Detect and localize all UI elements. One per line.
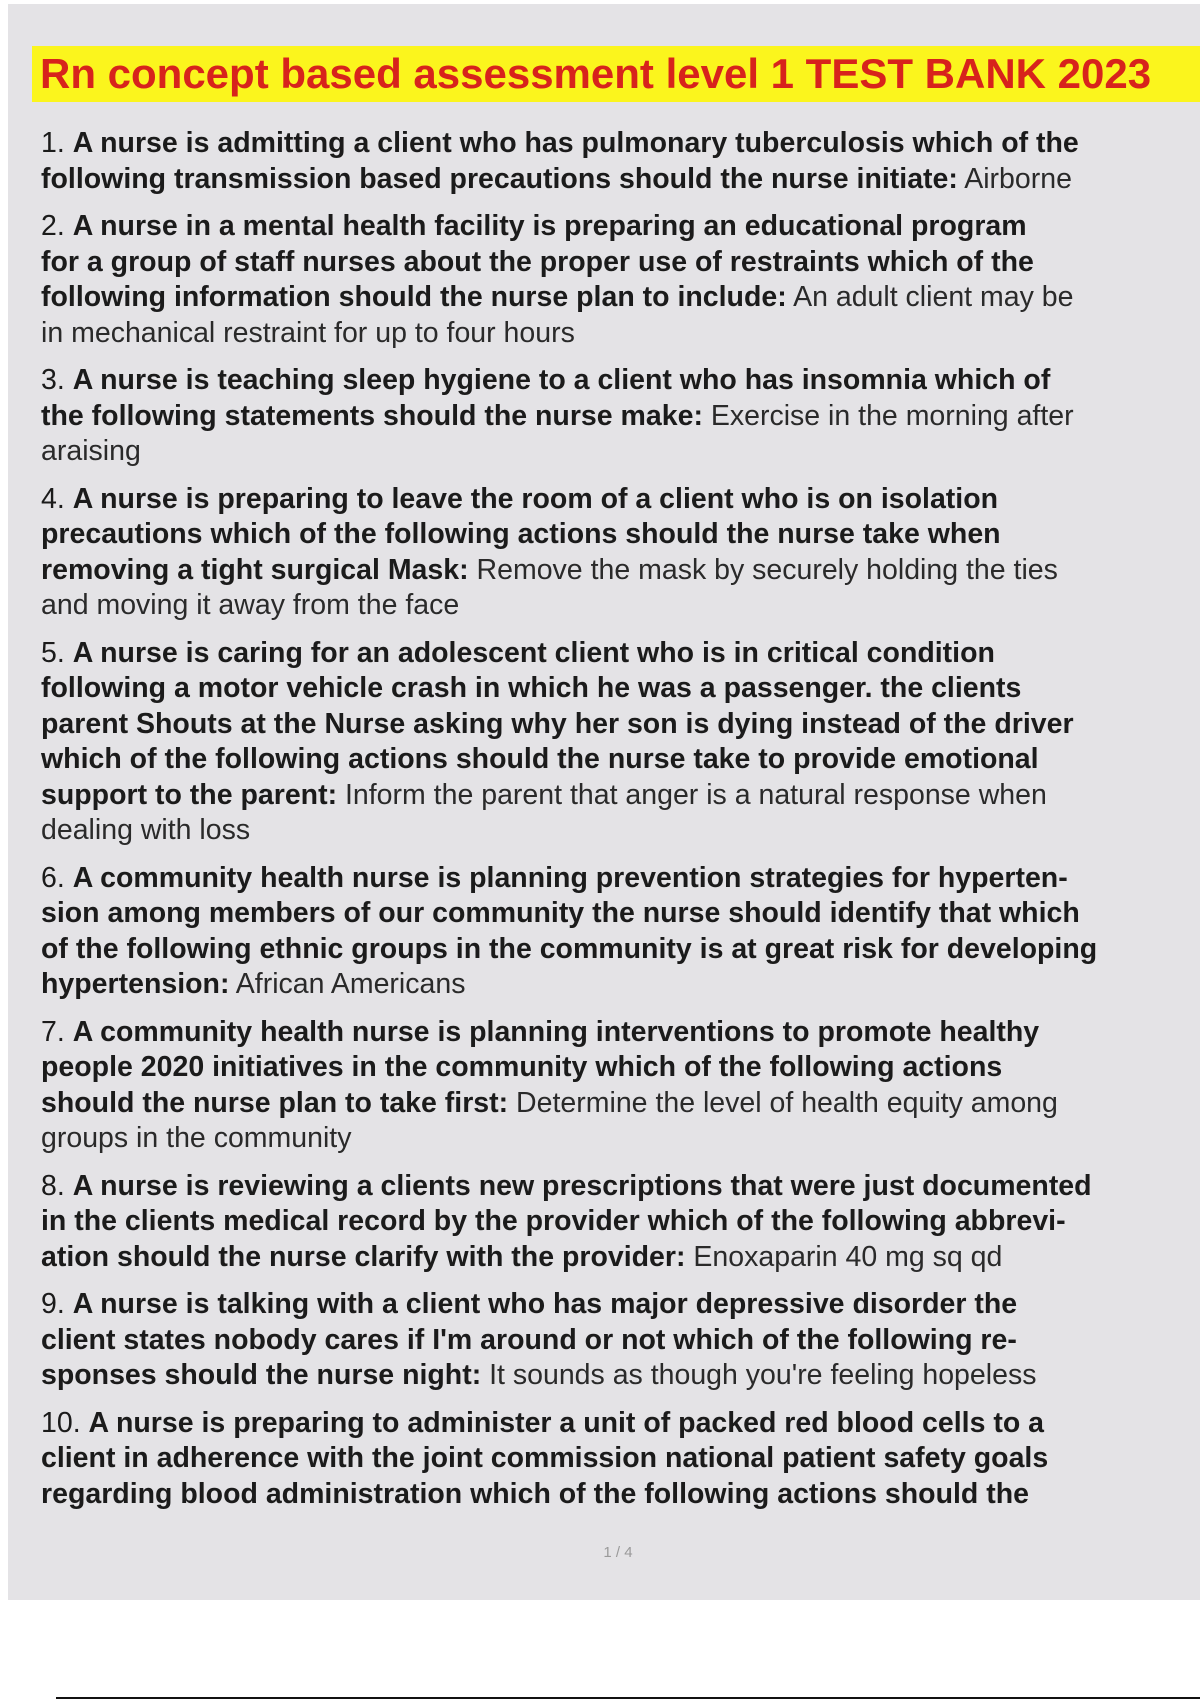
question-item (41, 1169, 1200, 1276)
question-item (41, 1015, 1200, 1157)
question-answer: It sounds as though you're feeling hopeless (481, 1359, 1037, 1391)
question-prompt: A nurse is preparing to administer a unit of packed red blood cells to a client in adherence with the joint commission national patient safety goals regarding blood administration which of the following actions should the (41, 1406, 1049, 1510)
question-prompt: A nurse is reviewing a clients new prescriptions that were just documented in the clients medical record by the provider which of the following abbrevi- ation should the nurse clarify with the provider: (41, 1169, 1092, 1273)
question-prompt: A community health nurse is planning interventions to promote healthy people 2020 initiatives in the community which of the following actions should the nurse plan to take first: (41, 1015, 1040, 1119)
question-item (41, 363, 1200, 470)
question-list (41, 126, 1200, 1524)
question-answer: Inform the parent that anger is a natural response when dealing with loss (41, 778, 1047, 846)
question-prompt: A community health nurse is planning prevention strategies for hyperten- sion among members of our community the nurse should identify that which of the following ethnic groups in the community is at great risk for developing hypertension: (41, 861, 1098, 1000)
question-item (41, 861, 1200, 1003)
question-answer: Exercise in the morning after araising (41, 399, 1074, 467)
question-number: 3. (41, 364, 73, 396)
page-indicator: 1 / 4 (603, 1544, 633, 1561)
question-answer: African Americans (229, 968, 466, 1000)
question-number: 8. (41, 1169, 73, 1202)
question-number: 9. (41, 1288, 73, 1320)
question-answer: Remove the mask by securely holding the ties and moving it away from the face (41, 553, 1058, 621)
question-item (41, 482, 1200, 624)
question-prompt: A nurse is admitting a client who has pulmonary tuberculosis which of the following transmission based precautions should the nurse initiate: (41, 127, 1079, 195)
question-number: 2. (41, 210, 73, 242)
document-page (8, 4, 1200, 1600)
question-prompt: A nurse is teaching sleep hygiene to a client who has insomnia which of the following statements should the nurse make: (41, 364, 1051, 432)
document-title: Rn concept based assessment level 1 TEST BANK 2023 (32, 46, 1200, 102)
question-number: 6. (41, 861, 73, 894)
question-number: 4. (41, 482, 73, 515)
question-item (41, 209, 1200, 351)
question-answer: Airborne (957, 162, 1072, 195)
question-item (41, 636, 1200, 849)
question-number: 5. (41, 636, 73, 669)
question-number: 10. (41, 1406, 89, 1439)
question-answer: An adult client may be in mechanical restraint for up to four hours (41, 281, 1074, 349)
question-item (41, 1287, 1200, 1394)
question-prompt: A nurse is caring for an adolescent client who is in critical condition following a motor vehicle crash in which he was a passenger. the clients parent Shouts at the Nurse asking why her son is dying instead of the driver which of the following actions should the nurse take to provide emotional support to the parent: (41, 636, 1074, 811)
question-answer: Determine the level of health equity among groups in the community (41, 1086, 1058, 1154)
question-item (41, 1406, 1200, 1513)
question-answer: Enoxaparin 40 mg sq qd (685, 1240, 1003, 1273)
question-number: 7. (41, 1015, 73, 1048)
question-item (41, 126, 1200, 197)
question-prompt: A nurse is talking with a client who has major depressive disorder the client states nobody cares if I'm around or not which of the following re- sponses should the nurse night: (41, 1288, 1018, 1391)
question-prompt: A nurse in a mental health facility is preparing an educational program for a group of staff nurses about the proper use of restraints which of the following information should the nurse plan to include: (41, 210, 1034, 313)
divider (56, 1697, 1200, 1699)
question-prompt: A nurse is preparing to leave the room of a client who is on isolation precautions which of the following actions should the nurse take when removing a tight surgical Mask: (41, 482, 1001, 586)
question-number: 1. (41, 127, 73, 159)
